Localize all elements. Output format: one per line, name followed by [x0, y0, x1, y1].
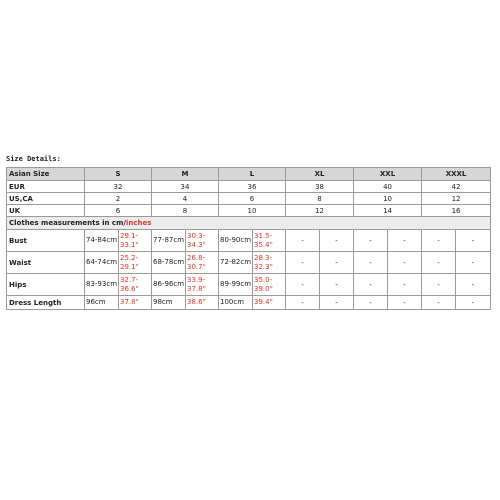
measure-row-waist: [7, 252, 491, 274]
cm-value: 98cm: [152, 296, 186, 310]
size-row-eur: [7, 181, 491, 193]
inch-value: 37.8": [119, 296, 152, 310]
cm-value: 64-74cm: [85, 252, 119, 274]
measure-label: Waist: [7, 252, 85, 274]
size-header-xxl: XXL: [354, 168, 422, 181]
empty-cell: -: [422, 274, 456, 296]
empty-cell: -: [354, 296, 388, 310]
empty-cell: -: [388, 230, 422, 252]
empty-cell: -: [388, 274, 422, 296]
empty-cell: -: [286, 252, 320, 274]
empty-cell: -: [354, 230, 388, 252]
inch-value: 32.7-36.6": [119, 274, 152, 296]
size-row-us-ca: [7, 193, 491, 205]
inch-value: 29.1-33.1": [119, 230, 152, 252]
size-cell: 6: [219, 193, 286, 205]
inch-value: 35.0-39.0": [253, 274, 286, 296]
cm-value: 96cm: [85, 296, 119, 310]
empty-cell: -: [286, 296, 320, 310]
inch-value: 33.9-37.8": [186, 274, 219, 296]
row-label: US,CA: [7, 193, 85, 205]
empty-cell: -: [456, 296, 491, 310]
size-cell: 10: [354, 193, 422, 205]
size-cell: 36: [219, 181, 286, 193]
inch-value: 31.5-35.4": [253, 230, 286, 252]
measure-row-hips: [7, 274, 491, 296]
empty-cell: -: [388, 296, 422, 310]
size-header-m: M: [152, 168, 219, 181]
empty-cell: -: [320, 296, 354, 310]
size-cell: 40: [354, 181, 422, 193]
measure-label: Dress Length: [7, 296, 85, 310]
size-cell: 6: [85, 205, 152, 217]
inch-value: 39.4": [253, 296, 286, 310]
empty-cell: -: [354, 274, 388, 296]
row-label: EUR: [7, 181, 85, 193]
size-cell: 38: [286, 181, 354, 193]
size-cell: 16: [422, 205, 491, 217]
cm-value: 72-82cm: [219, 252, 253, 274]
inch-value: 26.8-30.7": [186, 252, 219, 274]
measure-row-dress-length: [7, 296, 491, 310]
empty-cell: -: [286, 274, 320, 296]
size-header-l: L: [219, 168, 286, 181]
size-cell: 10: [219, 205, 286, 217]
cm-value: 77-87cm: [152, 230, 186, 252]
empty-cell: -: [320, 274, 354, 296]
size-cell: 8: [286, 193, 354, 205]
size-header-xxxl: XXXL: [422, 168, 491, 181]
empty-cell: -: [354, 252, 388, 274]
measure-label: Bust: [7, 230, 85, 252]
cm-value: 74-84cm: [85, 230, 119, 252]
measurements-title-row: [7, 217, 491, 230]
header-label: Asian Size: [7, 168, 85, 181]
cm-value: 83-93cm: [85, 274, 119, 296]
empty-cell: -: [388, 252, 422, 274]
size-header-s: S: [85, 168, 152, 181]
measure-row-bust: [7, 230, 491, 252]
size-row-uk: [7, 205, 491, 217]
empty-cell: -: [456, 230, 491, 252]
size-cell: 8: [152, 205, 219, 217]
empty-cell: -: [456, 252, 491, 274]
size-cell: 32: [85, 181, 152, 193]
inch-value: 28.3-32.3": [253, 252, 286, 274]
size-cell: 12: [422, 193, 491, 205]
size-cell: 34: [152, 181, 219, 193]
size-cell: 42: [422, 181, 491, 193]
empty-cell: -: [422, 252, 456, 274]
inch-value: 38.6": [186, 296, 219, 310]
cm-value: 89-99cm: [219, 274, 253, 296]
row-label: UK: [7, 205, 85, 217]
size-cell: 2: [85, 193, 152, 205]
measurements-title-prefix: Clothes measurements in cm/: [9, 219, 126, 227]
page-title: Size Details:: [6, 155, 61, 163]
size-table: [6, 167, 491, 310]
empty-cell: -: [320, 252, 354, 274]
empty-cell: -: [320, 230, 354, 252]
empty-cell: -: [286, 230, 320, 252]
cm-value: 68-78cm: [152, 252, 186, 274]
size-cell: 4: [152, 193, 219, 205]
size-header-xl: XL: [286, 168, 354, 181]
header-row: [7, 168, 491, 181]
measurements-title-inches: inches: [125, 219, 152, 227]
empty-cell: -: [422, 230, 456, 252]
cm-value: 80-90cm: [219, 230, 253, 252]
empty-cell: -: [456, 274, 491, 296]
cm-value: 86-96cm: [152, 274, 186, 296]
empty-cell: -: [422, 296, 456, 310]
cm-value: 100cm: [219, 296, 253, 310]
inch-value: 30.3-34.3": [186, 230, 219, 252]
size-cell: 14: [354, 205, 422, 217]
size-cell: 12: [286, 205, 354, 217]
measurements-title: [7, 217, 491, 230]
inch-value: 25.2-29.1": [119, 252, 152, 274]
measure-label: Hips: [7, 274, 85, 296]
